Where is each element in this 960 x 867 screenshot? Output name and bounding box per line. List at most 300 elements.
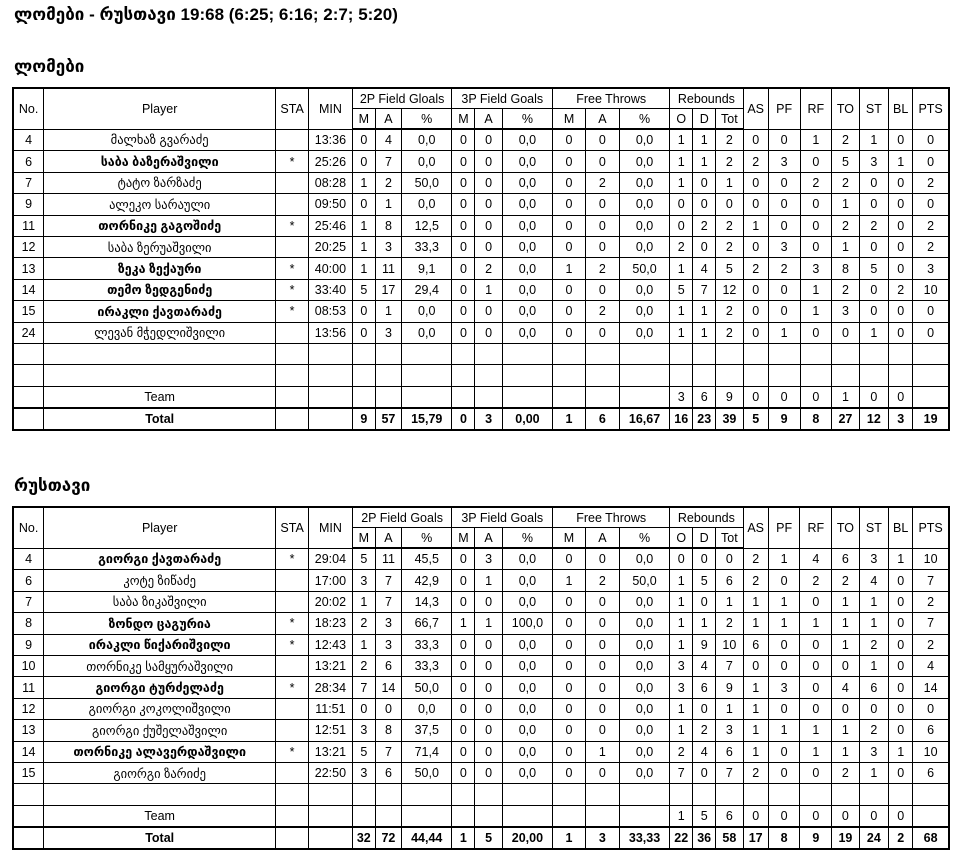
stat-cell: 0,0 [402, 129, 452, 151]
stat-cell: 1 [743, 720, 768, 741]
total-stat-cell: 68 [913, 827, 949, 849]
player-name: ირაკლი წიქარიშვილი [44, 634, 276, 655]
stat-cell: 1 [768, 720, 800, 741]
player-number: 13 [13, 720, 44, 741]
stat-cell: 0 [743, 129, 768, 151]
stat-cell: 0 [800, 151, 832, 172]
stat-cell: 0 [475, 720, 502, 741]
stat-cell: 33,3 [402, 634, 452, 655]
player-name: საბა ბაზერაშვილი [44, 151, 276, 172]
total-stat-cell: 20,00 [502, 827, 552, 849]
player-minutes: 13:21 [309, 741, 353, 762]
player-starter: * [276, 634, 309, 655]
header-sta: STA [276, 88, 309, 129]
player-name: ზეკა ზექაური [44, 258, 276, 279]
stat-cell: 66,7 [402, 613, 452, 634]
stat-cell: 50,0 [402, 762, 452, 783]
stat-cell: 0 [889, 215, 913, 236]
empty-cell [402, 784, 452, 805]
stat-cell: 0 [743, 279, 768, 300]
total-stat-cell: 72 [375, 827, 401, 849]
stat-cell: 0,0 [502, 655, 552, 676]
stat-cell: 1 [743, 677, 768, 698]
stat-cell: 1 [743, 215, 768, 236]
total-sta [276, 827, 309, 849]
stat-cell: 2 [585, 570, 619, 591]
player-number: 15 [13, 762, 44, 783]
stat-cell: 0 [768, 634, 800, 655]
header-sta: STA [276, 507, 309, 548]
stat-cell: 0 [889, 613, 913, 634]
stat-cell: 0 [913, 301, 949, 322]
stat-cell: 2 [585, 258, 619, 279]
stat-cell: 0 [352, 129, 375, 151]
stat-cell: 0 [800, 698, 832, 719]
total-stat-cell: 0,00 [502, 408, 552, 430]
stat-cell: 1 [670, 613, 693, 634]
player-name: თემო ზედგენიძე [44, 279, 276, 300]
stat-cell: 0 [475, 741, 502, 762]
stat-cell: 1 [889, 548, 913, 570]
empty-cell [475, 365, 502, 386]
stat-cell: 1 [352, 258, 375, 279]
stat-cell: 1 [670, 258, 693, 279]
stat-cell: 33,3 [402, 236, 452, 257]
stat-cell: 4 [832, 677, 859, 698]
player-number: 4 [13, 548, 44, 570]
stat-cell: 0,0 [502, 151, 552, 172]
stat-cell: 8 [832, 258, 859, 279]
stat-cell: 2 [832, 762, 859, 783]
player-minutes: 17:00 [309, 570, 353, 591]
stat-cell: 2 [832, 279, 859, 300]
stat-cell: 1 [800, 301, 832, 322]
stat-cell: 1 [670, 570, 693, 591]
total-label: Total [44, 827, 276, 849]
player-starter [276, 762, 309, 783]
stat-cell: 0 [716, 194, 743, 215]
team-stat-cell: 0 [889, 805, 913, 827]
player-starter: * [276, 548, 309, 570]
stat-cell: 0,0 [619, 279, 669, 300]
total-stat-cell: 9 [800, 827, 832, 849]
stat-cell: 0,0 [619, 698, 669, 719]
stat-cell: 1 [768, 322, 800, 343]
stat-cell: 0 [452, 720, 475, 741]
stat-cell: 5 [352, 548, 375, 570]
team-stat-cell [619, 805, 669, 827]
stat-cell: 14,3 [402, 591, 452, 612]
total-stat-cell: 19 [832, 827, 859, 849]
stat-cell: 0 [889, 720, 913, 741]
stat-cell: 0,0 [619, 655, 669, 676]
stat-cell: 0,0 [502, 172, 552, 193]
player-row [13, 279, 949, 300]
subheader-m: M [452, 109, 475, 130]
stat-cell: 0 [475, 655, 502, 676]
stat-cell: 0 [832, 698, 859, 719]
empty-cell [716, 343, 743, 364]
player-number: 12 [13, 236, 44, 257]
stat-cell: 2 [743, 762, 768, 783]
team-stat-cell: 0 [800, 386, 832, 408]
player-row [13, 698, 949, 719]
stat-cell: 42,9 [402, 570, 452, 591]
subheader-pct: % [619, 528, 669, 549]
player-minutes: 20:02 [309, 591, 353, 612]
player-number: 8 [13, 613, 44, 634]
player-minutes: 08:53 [309, 301, 353, 322]
stat-cell: 2 [800, 172, 832, 193]
player-row [13, 655, 949, 676]
total-stat-cell: 16 [670, 408, 693, 430]
stat-cell: 71,4 [402, 741, 452, 762]
team-row [13, 386, 949, 408]
stat-cell: 0,0 [619, 613, 669, 634]
stat-cell: 0,0 [619, 301, 669, 322]
stat-cell: 0,0 [402, 151, 452, 172]
player-name: გიორგი კოკოლიშვილი [44, 698, 276, 719]
total-stat-cell: 3 [475, 408, 502, 430]
stat-cell: 37,5 [402, 720, 452, 741]
player-number: 6 [13, 151, 44, 172]
stat-cell: 0,0 [619, 548, 669, 570]
stat-cell: 1 [693, 151, 716, 172]
stat-cell: 3 [375, 613, 401, 634]
subheader-a: A [375, 109, 401, 130]
stat-cell: 0 [475, 591, 502, 612]
stat-cell: 0,0 [402, 322, 452, 343]
stat-cell: 0 [768, 301, 800, 322]
stat-cell: 2 [670, 236, 693, 257]
empty-cell [619, 343, 669, 364]
stat-cell: 1 [832, 613, 859, 634]
stat-cell: 0 [553, 301, 586, 322]
stat-cell: 1 [352, 172, 375, 193]
stat-cell: 5 [352, 279, 375, 300]
empty-row [13, 365, 949, 386]
player-starter [276, 720, 309, 741]
stat-cell: 0 [475, 762, 502, 783]
stat-cell: 0 [800, 677, 832, 698]
stat-cell: 12 [716, 279, 743, 300]
stat-cell: 0 [800, 215, 832, 236]
player-number: 14 [13, 741, 44, 762]
stat-cell: 0 [452, 591, 475, 612]
stat-cell: 29,4 [402, 279, 452, 300]
stat-cell: 9,1 [402, 258, 452, 279]
stat-cell: 14 [913, 677, 949, 698]
stat-cell: 7 [670, 762, 693, 783]
header-bl: BL [889, 88, 913, 129]
stat-cell: 0,0 [619, 591, 669, 612]
player-number: 15 [13, 301, 44, 322]
team-stat-cell: 0 [800, 805, 832, 827]
stat-cell: 2 [375, 172, 401, 193]
stat-cell: 0,0 [502, 301, 552, 322]
player-starter: * [276, 677, 309, 698]
header-bl: BL [889, 507, 913, 548]
stat-cell: 0 [475, 322, 502, 343]
header-rebounds: Rebounds [670, 507, 743, 528]
stat-cell: 0 [585, 215, 619, 236]
stat-cell: 2 [716, 151, 743, 172]
player-number: 11 [13, 215, 44, 236]
stat-cell: 0 [553, 591, 586, 612]
stat-cell: 0 [452, 548, 475, 570]
player-minutes: 11:51 [309, 698, 353, 719]
header-to: TO [832, 88, 859, 129]
stat-cell: 1 [553, 258, 586, 279]
player-name: ალეკო სარაული [44, 194, 276, 215]
stat-cell: 1 [693, 322, 716, 343]
subheader-pct: % [502, 109, 552, 130]
stat-cell: 3 [352, 720, 375, 741]
empty-cell [859, 365, 889, 386]
stat-cell: 2 [832, 172, 859, 193]
player-row [13, 236, 949, 257]
header-rf: RF [800, 88, 832, 129]
stat-cell: 2 [832, 570, 859, 591]
stat-cell: 2 [913, 215, 949, 236]
header-as: AS [743, 88, 768, 129]
stat-cell: 0 [553, 677, 586, 698]
stat-cell: 0 [452, 698, 475, 719]
stat-cell: 0,0 [619, 741, 669, 762]
player-number: 14 [13, 279, 44, 300]
total-stat-cell: 5 [475, 827, 502, 849]
header-3p-field-goals: 3P Field Goals [452, 507, 553, 528]
stat-cell: 0 [352, 301, 375, 322]
stat-cell: 1 [670, 698, 693, 719]
player-name: საბა ზერუაშვილი [44, 236, 276, 257]
stat-cell: 1 [800, 129, 832, 151]
stat-cell: 0 [768, 215, 800, 236]
player-row [13, 215, 949, 236]
empty-cell [402, 343, 452, 364]
stat-cell: 0 [553, 129, 586, 151]
header-3p-field-goals: 3P Field Goals [452, 88, 553, 109]
stat-cell: 0 [693, 591, 716, 612]
stat-cell: 1 [352, 236, 375, 257]
total-stat-cell: 39 [716, 408, 743, 430]
stat-cell: 1 [670, 129, 693, 151]
stat-cell: 0 [800, 194, 832, 215]
player-name: თორნიკე გაგოშიძე [44, 215, 276, 236]
stat-cell: 2 [585, 172, 619, 193]
stat-cell: 0 [800, 634, 832, 655]
stat-cell: 3 [768, 677, 800, 698]
stat-cell: 0,0 [502, 258, 552, 279]
team-stat-cell: 0 [859, 805, 889, 827]
stat-cell: 0 [913, 322, 949, 343]
stat-cell: 1 [743, 613, 768, 634]
empty-cell [13, 343, 44, 364]
empty-cell [743, 784, 768, 805]
stat-cell: 0 [743, 194, 768, 215]
stat-cell: 1 [716, 698, 743, 719]
stat-cell: 0,0 [619, 634, 669, 655]
team-stat-cell [619, 386, 669, 408]
team-min [309, 805, 353, 827]
empty-cell [889, 343, 913, 364]
stat-cell: 0 [475, 301, 502, 322]
stat-cell: 0 [768, 698, 800, 719]
stat-cell: 1 [693, 129, 716, 151]
total-stat-cell: 22 [670, 827, 693, 849]
stat-cell: 50,0 [402, 677, 452, 698]
empty-cell [716, 365, 743, 386]
stat-cell: 0 [800, 236, 832, 257]
stat-cell: 1 [693, 613, 716, 634]
player-number: 9 [13, 194, 44, 215]
stat-cell: 0 [452, 215, 475, 236]
stat-cell: 0 [452, 634, 475, 655]
header-st: ST [859, 88, 889, 129]
empty-cell [619, 365, 669, 386]
stat-cell: 0 [768, 129, 800, 151]
stat-cell: 2 [743, 570, 768, 591]
team-stat-cell [913, 386, 949, 408]
stat-cell: 2 [743, 258, 768, 279]
team-stat-cell: 0 [768, 386, 800, 408]
stat-cell: 0,0 [502, 762, 552, 783]
empty-cell [670, 365, 693, 386]
header-rf: RF [800, 507, 832, 548]
team-stat-cell: 0 [832, 805, 859, 827]
empty-cell [800, 343, 832, 364]
stat-cell: 0 [889, 322, 913, 343]
stat-cell: 4 [375, 129, 401, 151]
stat-cell: 3 [375, 634, 401, 655]
stat-cell: 0 [452, 279, 475, 300]
stat-cell: 2 [832, 215, 859, 236]
stat-cell: 0 [553, 215, 586, 236]
empty-cell [913, 365, 949, 386]
stat-cell: 0,0 [619, 129, 669, 151]
stat-cell: 6 [375, 655, 401, 676]
empty-cell [352, 784, 375, 805]
empty-cell [375, 365, 401, 386]
stat-cell: 1 [475, 613, 502, 634]
stat-cell: 50,0 [402, 172, 452, 193]
stat-cell: 1 [352, 591, 375, 612]
subheader-tot: Tot [716, 528, 743, 549]
stat-cell: 0 [800, 655, 832, 676]
total-row [13, 408, 949, 430]
stat-cell: 0,0 [619, 215, 669, 236]
empty-cell [502, 784, 552, 805]
stat-cell: 0 [716, 548, 743, 570]
stat-cell: 0,0 [502, 677, 552, 698]
player-number: 13 [13, 258, 44, 279]
header-as: AS [743, 507, 768, 548]
stat-cell: 3 [768, 151, 800, 172]
stat-cell: 50,0 [619, 258, 669, 279]
player-minutes: 13:21 [309, 655, 353, 676]
subheader-m: M [553, 109, 586, 130]
player-name: გიორგი ზარიძე [44, 762, 276, 783]
total-stat-cell: 32 [352, 827, 375, 849]
stat-cell: 0 [585, 591, 619, 612]
player-name: თორნიკე ალავერდაშვილი [44, 741, 276, 762]
total-stat-cell: 6 [585, 408, 619, 430]
header-st: ST [859, 507, 889, 548]
empty-cell [475, 784, 502, 805]
total-sta [276, 408, 309, 430]
team-stat-cell [375, 805, 401, 827]
empty-cell [276, 365, 309, 386]
player-starter [276, 129, 309, 151]
stat-cell: 0,0 [619, 194, 669, 215]
team-stat-cell [475, 805, 502, 827]
stat-cell: 3 [859, 151, 889, 172]
stat-cell: 0 [693, 194, 716, 215]
empty-cell [889, 784, 913, 805]
player-name: მალხაზ გვარაძე [44, 129, 276, 151]
player-row [13, 613, 949, 634]
stat-cell: 0 [670, 194, 693, 215]
stat-cell: 5 [832, 151, 859, 172]
stat-cell: 2 [832, 129, 859, 151]
stat-cell: 10 [913, 741, 949, 762]
player-row [13, 548, 949, 570]
stat-cell: 0 [743, 236, 768, 257]
empty-cell [276, 784, 309, 805]
player-minutes: 18:23 [309, 613, 353, 634]
stat-cell: 0 [743, 301, 768, 322]
stat-cell: 0 [800, 762, 832, 783]
stat-cell: 0 [585, 236, 619, 257]
stat-cell: 3 [375, 322, 401, 343]
stat-cell: 5 [716, 258, 743, 279]
empty-cell [309, 784, 353, 805]
stat-cell: 1 [768, 591, 800, 612]
stat-cell: 1 [832, 741, 859, 762]
stat-cell: 1 [832, 720, 859, 741]
player-row [13, 720, 949, 741]
team-stat-cell [475, 386, 502, 408]
stat-cell: 1 [352, 215, 375, 236]
stat-cell: 2 [859, 720, 889, 741]
stat-cell: 0,0 [502, 570, 552, 591]
total-stat-cell: 24 [859, 827, 889, 849]
empty-cell [913, 784, 949, 805]
stat-cell: 7 [716, 655, 743, 676]
total-stat-cell: 3 [585, 827, 619, 849]
team-number [13, 386, 44, 408]
total-stat-cell: 12 [859, 408, 889, 430]
stat-cell: 1 [889, 151, 913, 172]
team-number [13, 805, 44, 827]
stat-cell: 0 [768, 655, 800, 676]
stat-cell: 0 [352, 194, 375, 215]
stat-cell: 7 [375, 151, 401, 172]
stat-cell: 3 [475, 548, 502, 570]
team-stat-cell: 9 [716, 386, 743, 408]
stat-cell: 1 [670, 151, 693, 172]
player-row [13, 762, 949, 783]
stat-cell: 10 [716, 634, 743, 655]
empty-cell [452, 343, 475, 364]
total-stat-cell: 33,33 [619, 827, 669, 849]
team-stat-cell [553, 805, 586, 827]
stat-cell: 0 [475, 677, 502, 698]
empty-cell [768, 784, 800, 805]
stat-cell: 0,0 [502, 698, 552, 719]
empty-cell [832, 343, 859, 364]
total-stat-cell: 27 [832, 408, 859, 430]
